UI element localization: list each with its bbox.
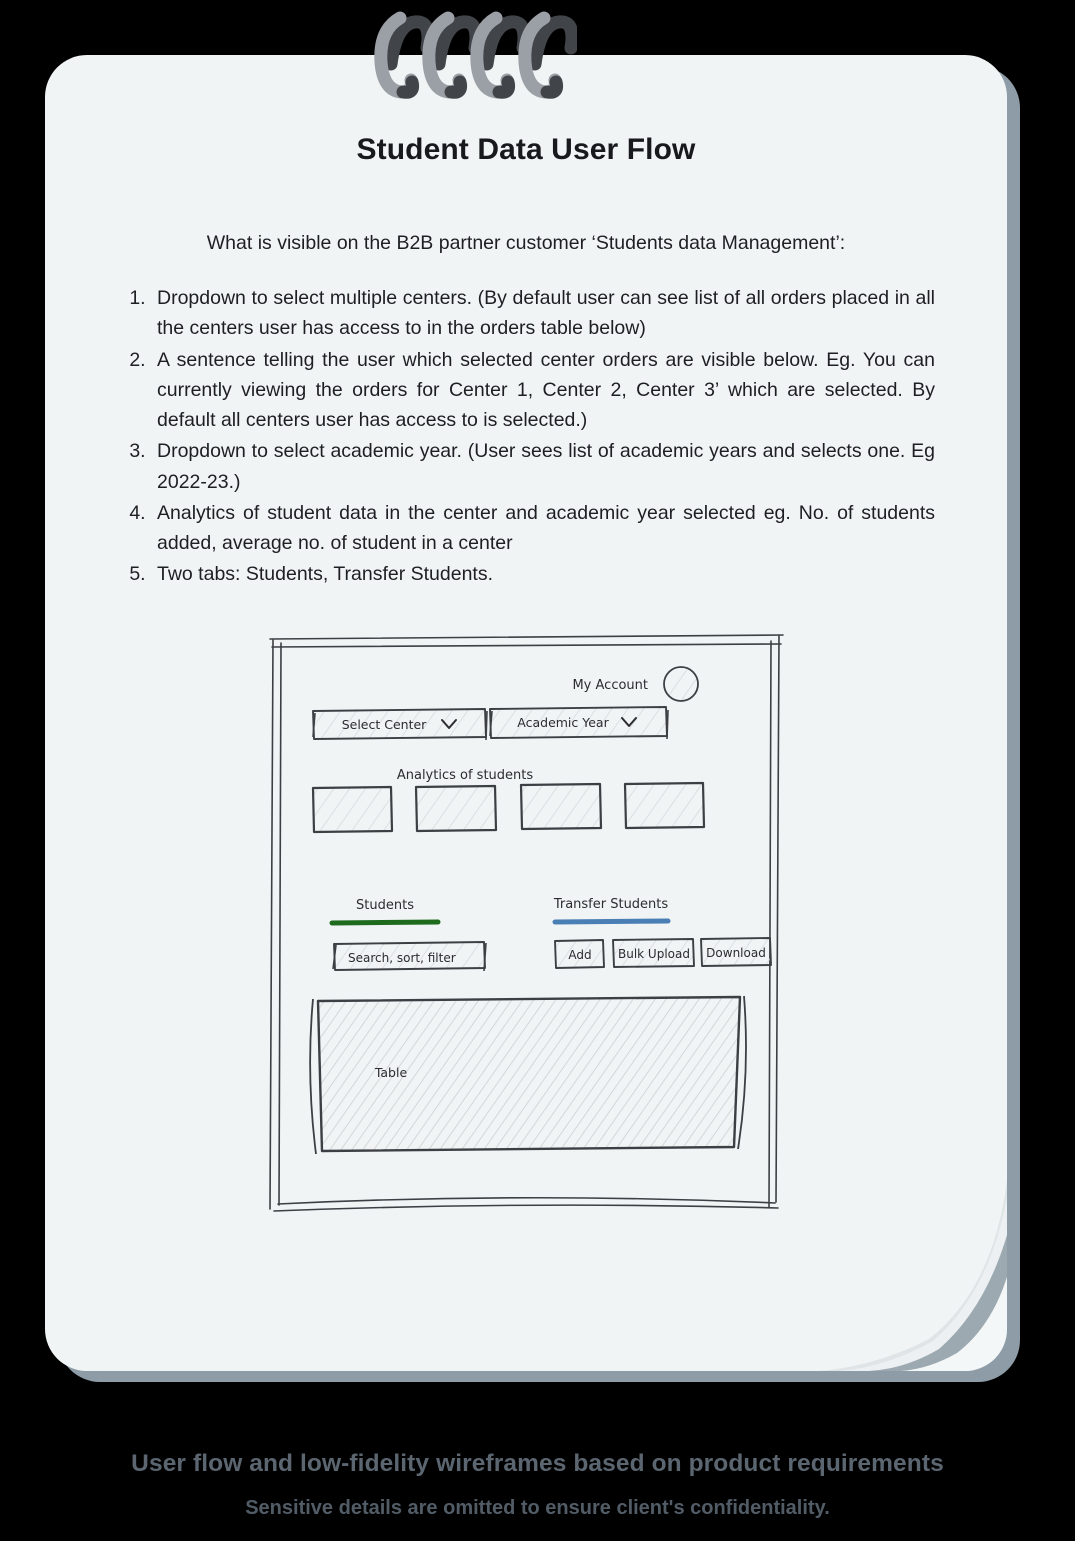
- card-content: [45, 55, 1007, 1227]
- tab-transfer-students: [553, 897, 669, 922]
- caption-sub: Sensitive details are omitted to ensure client's confidentiality.: [245, 1497, 830, 1519]
- download-button: [701, 938, 771, 966]
- list-item: 2. A sentence telling the user which selected center orders are visible below. Eg. You can currently viewing the orders for Center 1, Center 2, Center 3’ which are selected. By default all centers user has access to is selected.): [151, 345, 935, 436]
- caption-block: [0, 1450, 1075, 1520]
- wireframe-sketch: [256, 627, 796, 1227]
- tab-students-label: Students: [356, 898, 414, 914]
- bulk-upload-button: [613, 939, 694, 967]
- requirements-list: [151, 283, 935, 589]
- analytics-card: [521, 784, 601, 829]
- select-center-dropdown: [313, 709, 487, 740]
- table-label: Table: [374, 1065, 408, 1081]
- select-center-label: Select Center: [341, 717, 427, 733]
- my-account-label: My Account: [572, 678, 648, 694]
- caption-main: User flow and low-fidelity wireframes based on product requirements: [131, 1450, 944, 1477]
- spiral-binding: [367, 0, 577, 112]
- search-input: [333, 942, 486, 971]
- list-item: 5. Two tabs: Students, Transfer Students.: [151, 559, 935, 589]
- page-title: Student Data User Flow: [356, 133, 696, 166]
- download-button-label: Download: [706, 946, 766, 961]
- analytics-card: [416, 786, 496, 831]
- tab-transfer-students-label: Transfer Students: [553, 897, 669, 913]
- tab-transfer-students-underline: [555, 921, 668, 922]
- search-placeholder: Search, sort, filter: [348, 951, 456, 966]
- list-item: 3. Dropdown to select academic year. (User sees list of academic years and selects one. Eg 2022-23.): [151, 436, 935, 496]
- analytics-cards: [313, 783, 704, 832]
- academic-year-dropdown: [490, 707, 668, 739]
- bulk-upload-button-label: Bulk Upload: [618, 947, 690, 962]
- analytics-card: [313, 787, 392, 832]
- avatar: [664, 667, 698, 701]
- page-curl: [817, 1181, 1007, 1371]
- academic-year-label: Academic Year: [517, 715, 609, 731]
- analytics-title: Analytics of students: [396, 768, 534, 784]
- tab-students: [332, 898, 438, 923]
- intro-text: What is visible on the B2B partner customer ‘Students data Management’:: [206, 232, 846, 254]
- list-item: 1. Dropdown to select multiple centers. (By default user can see list of all orders placed in all the centers user has access to in the orders table below): [151, 283, 935, 343]
- add-button-label: Add: [568, 948, 592, 963]
- tab-students-underline: [332, 922, 438, 923]
- list-item: 4. Analytics of student data in the center and academic year selected eg. No. of students added, average no. of student in a center: [151, 498, 935, 558]
- data-table: [310, 996, 746, 1154]
- analytics-card: [625, 783, 704, 828]
- paper-card: [45, 55, 1007, 1371]
- add-button: [555, 940, 604, 968]
